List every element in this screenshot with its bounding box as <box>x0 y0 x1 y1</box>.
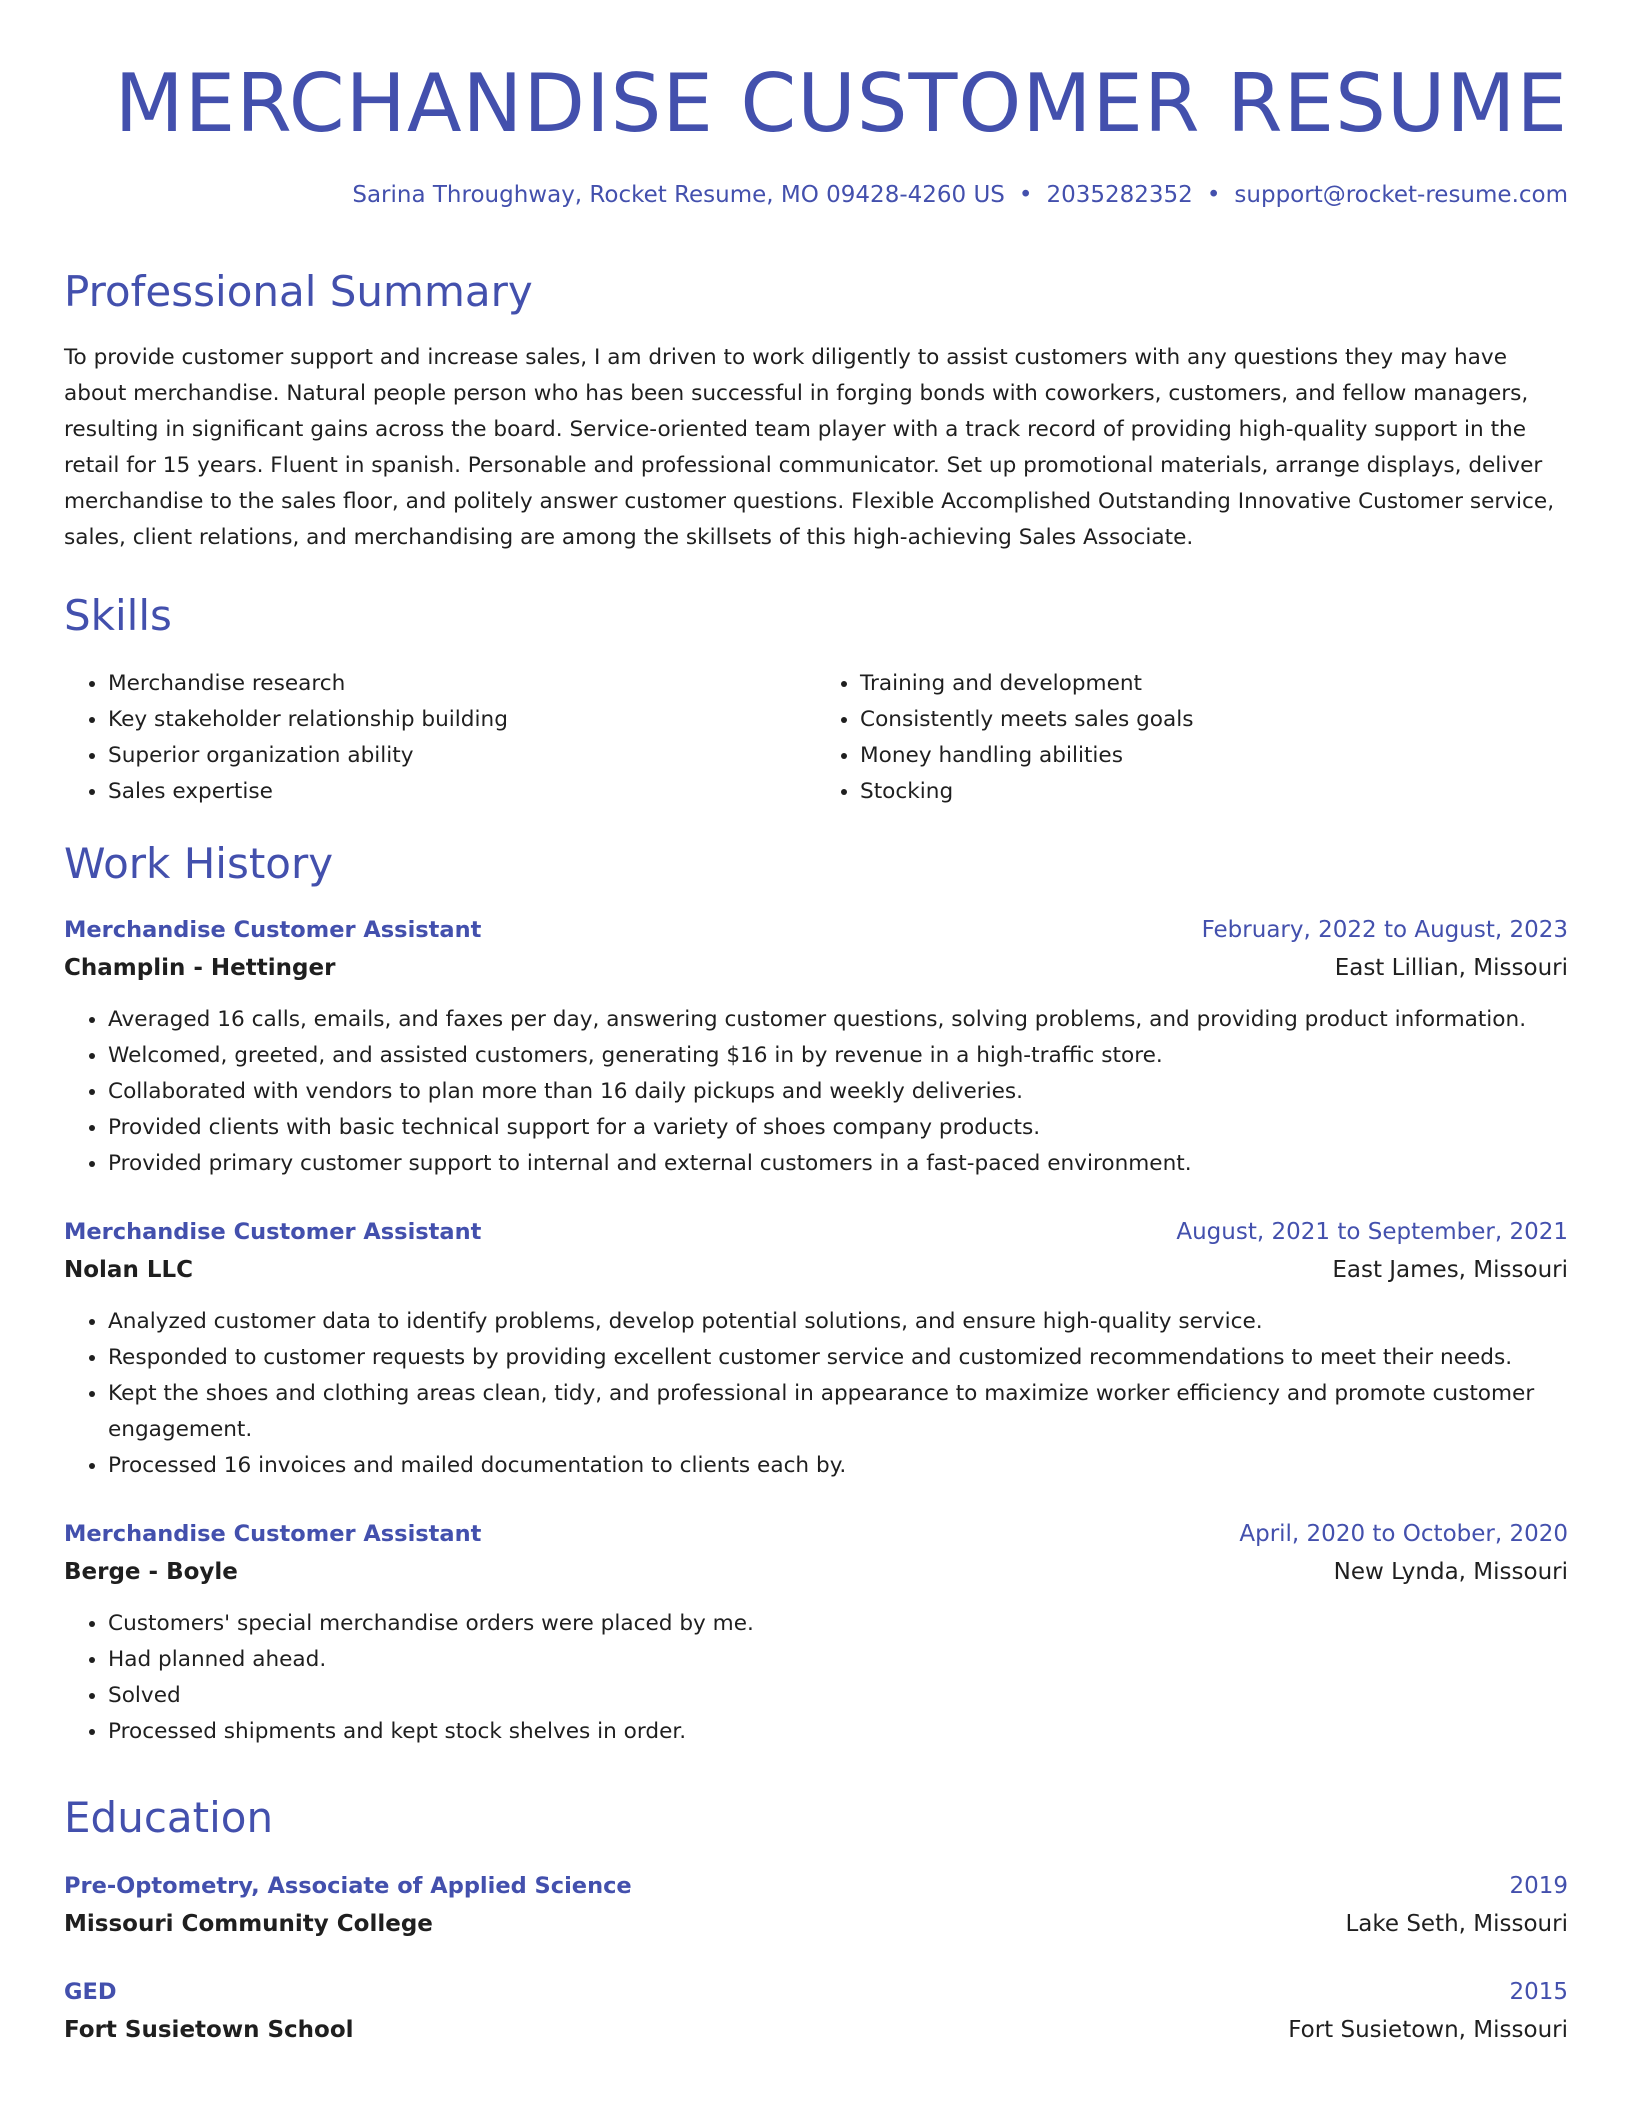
education-entry <box>64 1868 1568 1944</box>
education-year: 2015 <box>1509 1979 1568 2005</box>
education-location: Fort Susietown, Missouri <box>1288 2017 1568 2043</box>
skills-list-right <box>816 666 1568 810</box>
job-bullet: • Kept the shoes and clothing areas clean, tidy, and professional in appearance to maximize worker efficiency and promote customer engagement. <box>108 1376 1568 1448</box>
job-bullet: • Averaged 16 calls, emails, and faxes per day, answering customer questions, solving problems, and providing product information. <box>108 1002 1568 1038</box>
job-location: New Lynda, Missouri <box>1333 1559 1568 1585</box>
job-bullet: • Processed shipments and kept stock shelves in order. <box>108 1714 1568 1750</box>
job-bullet: • Customers' special merchandise orders were placed by me. <box>108 1606 1568 1642</box>
skill-item: • Merchandise research <box>108 666 816 702</box>
resume-title: MERCHANDISE CUSTOMER RESUME <box>114 57 1568 150</box>
skill-item: • Training and development <box>860 666 1568 702</box>
job-entry <box>64 1516 1568 1750</box>
contact-line <box>64 182 1568 208</box>
contact-address: Sarina Throughway, Rocket Resume, MO 09428-4260 US <box>352 182 1005 208</box>
job-dates: April, 2020 to October, 2020 <box>1239 1521 1568 1547</box>
job-bullet: • Collaborated with vendors to plan more than 16 daily pickups and weekly deliveries. <box>108 1074 1568 1110</box>
skill-item: • Money handling abilities <box>860 738 1568 774</box>
job-location: East Lillian, Missouri <box>1334 955 1568 981</box>
job-bullets <box>64 1606 1568 1750</box>
summary-heading: Professional Summary <box>64 267 533 316</box>
education-school: Fort Susietown School <box>64 2017 354 2043</box>
skill-item: • Consistently meets sales goals <box>860 702 1568 738</box>
job-bullet: • Solved <box>108 1678 1568 1714</box>
job-company: Champlin - Hettinger <box>64 955 336 981</box>
job-dates: February, 2022 to August, 2023 <box>1201 917 1568 943</box>
job-company: Nolan LLC <box>64 1257 194 1283</box>
skill-item: • Key stakeholder relationship building <box>108 702 816 738</box>
job-bullet: • Provided primary customer support to internal and external customers in a fast-paced environment. <box>108 1146 1568 1182</box>
contact-separator: • <box>1206 182 1221 208</box>
education-year: 2019 <box>1509 1873 1568 1899</box>
education-degree: GED <box>64 1979 117 2005</box>
skills-columns <box>64 666 1568 810</box>
job-bullet: • Processed 16 invoices and mailed documentation to clients each by. <box>108 1448 1568 1484</box>
job-bullet: • Welcomed, greeted, and assisted customers, generating $16 in by revenue in a high-traffic store. <box>108 1038 1568 1074</box>
education-heading: Education <box>64 1793 274 1842</box>
job-role: Merchandise Customer Assistant <box>64 1521 482 1547</box>
education-school: Missouri Community College <box>64 1911 433 1937</box>
job-bullet: • Responded to customer requests by providing excellent customer service and customized recommendations to meet their needs. <box>108 1340 1568 1376</box>
job-company: Berge - Boyle <box>64 1559 238 1585</box>
job-bullet: • Had planned ahead. <box>108 1642 1568 1678</box>
job-role: Merchandise Customer Assistant <box>64 1219 482 1245</box>
job-bullet: • Provided clients with basic technical support for a variety of shoes company products. <box>108 1110 1568 1146</box>
skills-list-left <box>64 666 816 810</box>
education-degree: Pre-Optometry, Associate of Applied Science <box>64 1873 632 1899</box>
contact-email: support@rocket-resume.com <box>1234 182 1568 208</box>
skills-heading: Skills <box>64 591 172 640</box>
summary-text: To provide customer support and increase sales, I am driven to work diligently to assist customers with any questions they may have about merchandise. Natural people person who has been successful in forging bonds with coworkers, customers, and fellow managers, resulting in significant gains across the board. Service-oriented team player with a track record of providing high-quality support in the retail for 15 years. Fluent in spanish. Personable and professional communicator. Set up promotional materials, arrange displays, deliver merchandise to the sales floor, and politely answer customer questions. Flexible Accomplished Outstanding Innovative Customer service, sales, client relations, and merchandising are among the skillsets of this high-achieving Sales Associate. <box>64 345 1555 550</box>
work-history-heading: Work History <box>64 839 334 888</box>
job-dates: August, 2021 to September, 2021 <box>1176 1219 1568 1245</box>
contact-phone: 2035282352 <box>1046 182 1193 208</box>
job-entry <box>64 912 1568 1182</box>
job-location: East James, Missouri <box>1332 1257 1568 1283</box>
job-bullets <box>64 1304 1568 1484</box>
contact-separator: • <box>1018 182 1033 208</box>
education-entry <box>64 1974 1568 2050</box>
skill-item: • Stocking <box>860 774 1568 810</box>
skill-item: • Superior organization ability <box>108 738 816 774</box>
job-bullet: • Analyzed customer data to identify problems, develop potential solutions, and ensure high-quality service. <box>108 1304 1568 1340</box>
job-bullets <box>64 1002 1568 1182</box>
job-role: Merchandise Customer Assistant <box>64 917 482 943</box>
skill-item: • Sales expertise <box>108 774 816 810</box>
job-entry <box>64 1214 1568 1484</box>
education-location: Lake Seth, Missouri <box>1345 1911 1568 1937</box>
